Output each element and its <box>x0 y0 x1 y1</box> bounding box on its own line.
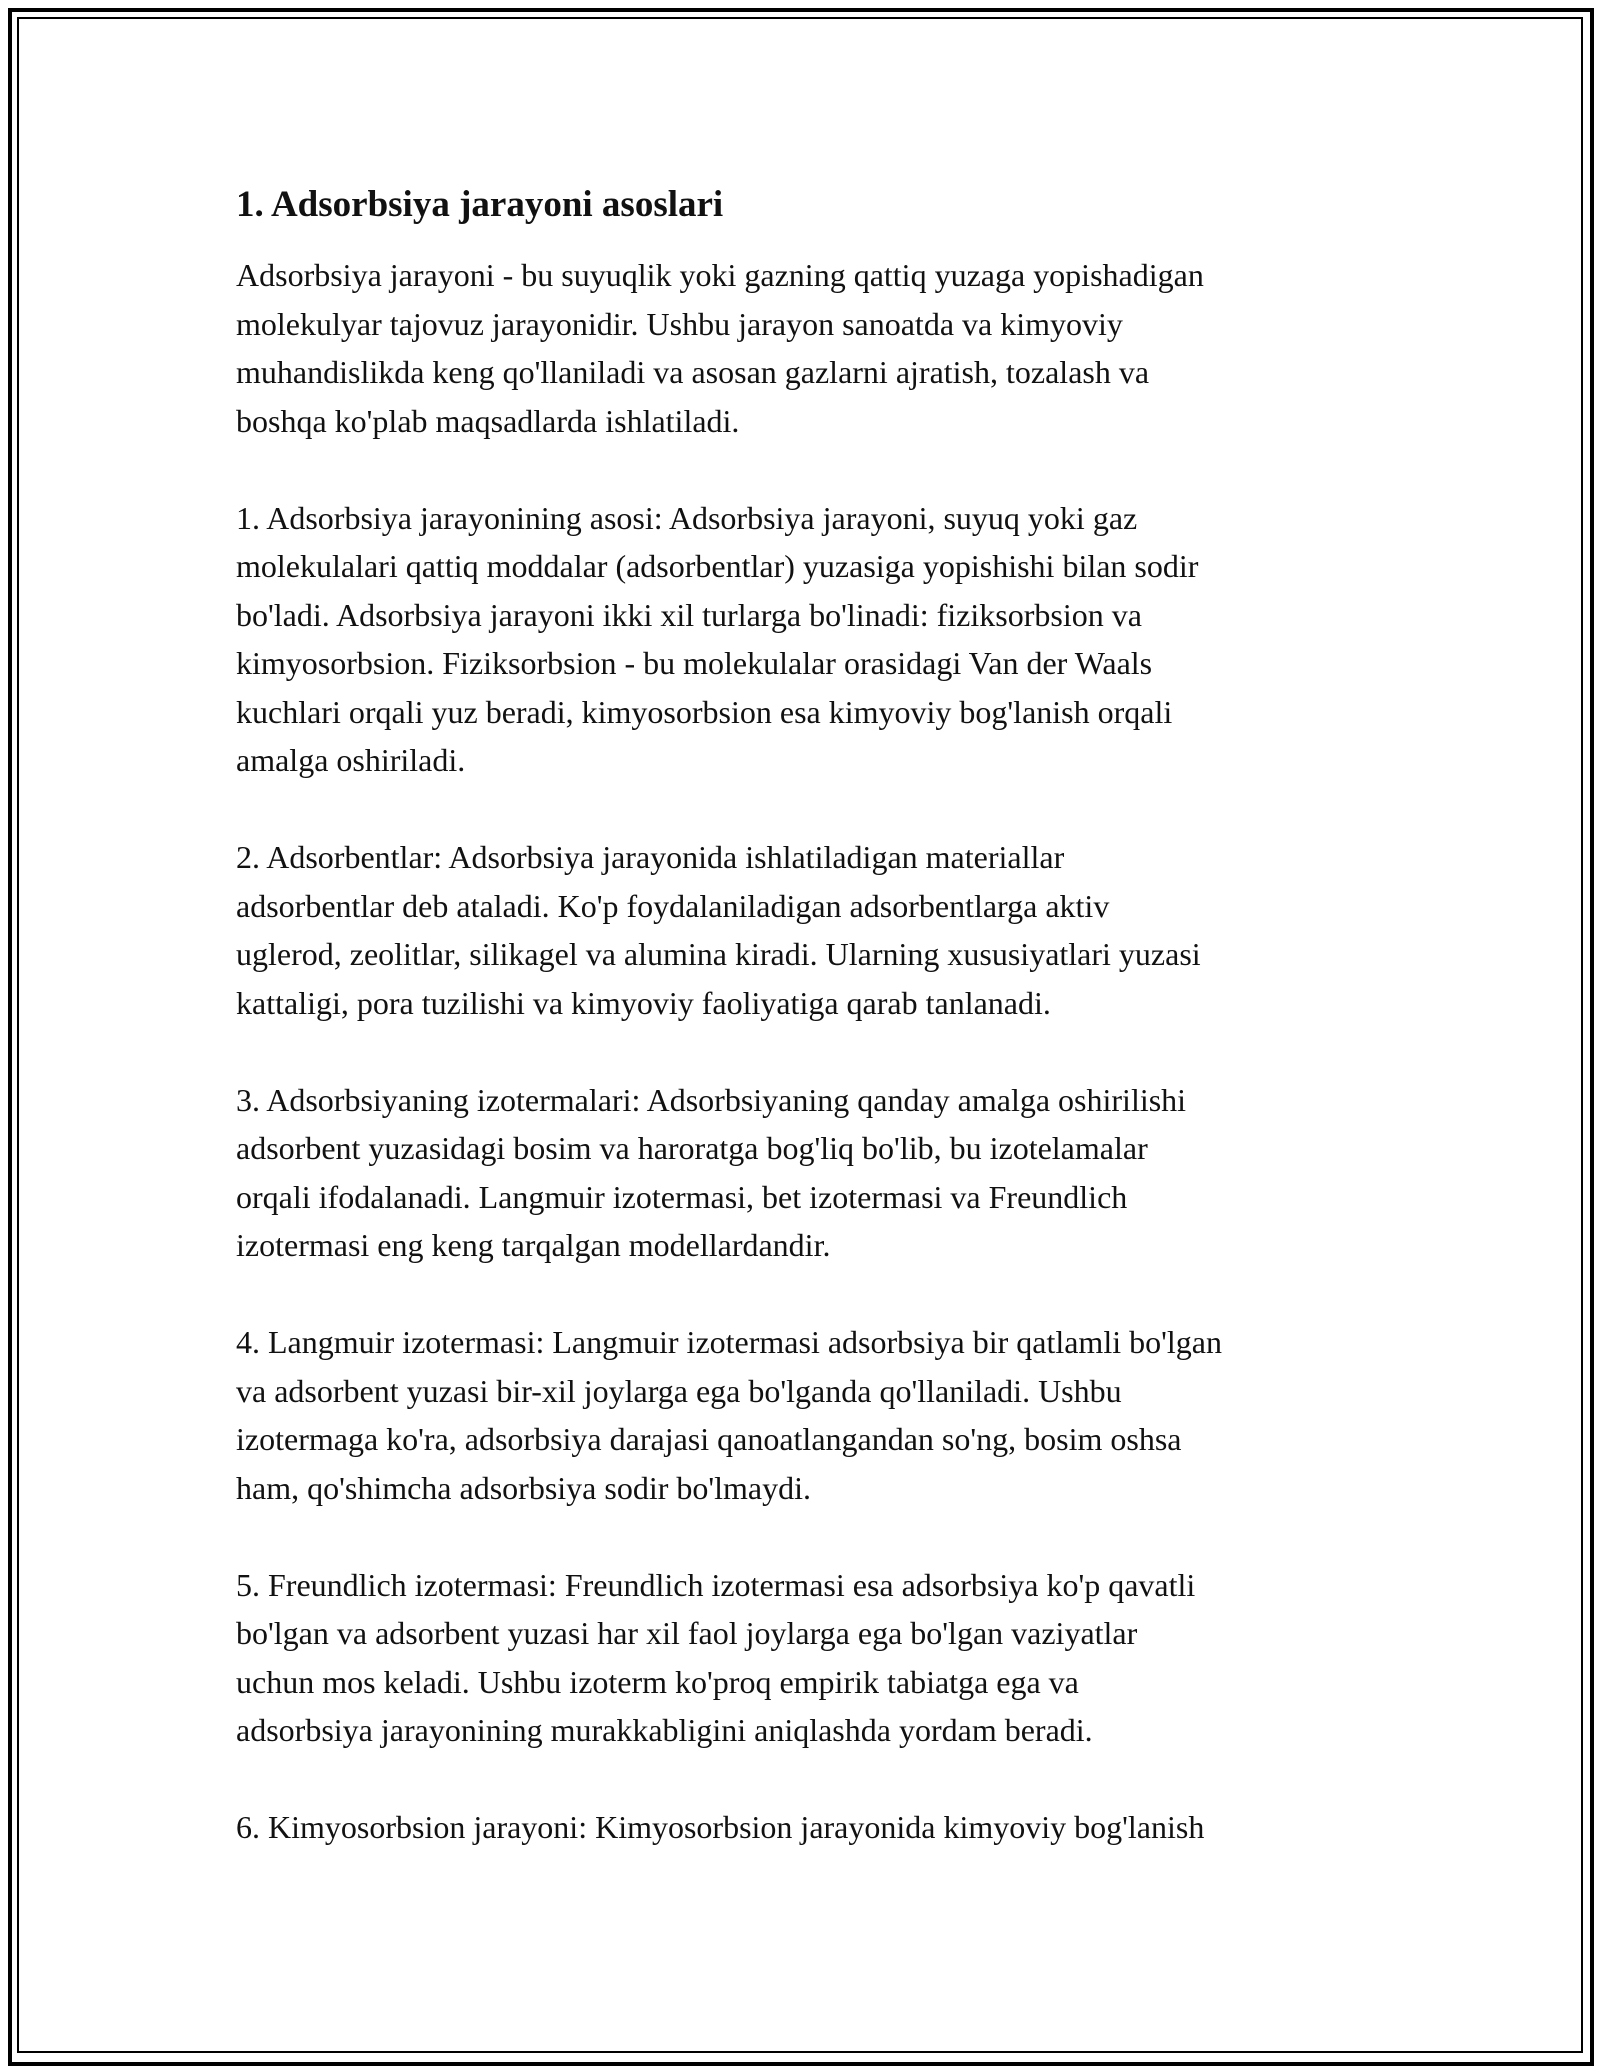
text-line: va adsorbent yuzasi bir-xil joylarga ega bo'lganda qo'llaniladi. Ushbu <box>236 1372 1122 1409</box>
text-line: kuchlari orqali yuz beradi, kimyosorbsion esa kimyoviy bog'lanish orqali <box>236 693 1173 730</box>
text-line: bo'lgan va adsorbent yuzasi har xil faol joylarga ega bo'lgan vaziyatlar <box>236 1615 1138 1651</box>
paragraph <box>236 1561 1376 1755</box>
text-line: muhandislikda keng qo'llaniladi va asosan gazlarni ajratish, tozalash va <box>236 354 1150 390</box>
paragraph <box>236 1318 1376 1512</box>
text-line: bo'ladi. Adsorbsiya jarayoni ikki xil turlarga bo'linadi: fiziksorbsion va <box>236 596 1142 633</box>
text-line: orqali ifodalanadi. Langmuir izotermasi, bet izotermasi va Freundlich <box>236 1178 1128 1215</box>
text-line: amalga oshiriladi. <box>236 742 466 778</box>
text-line: uchun mos keladi. Ushbu izoterm ko'proq empirik tabiatga ega va <box>236 1663 1079 1700</box>
document-title: 1. Adsorbsiya jarayoni asoslari <box>236 184 724 225</box>
paragraph <box>236 1803 1376 1852</box>
text-line: ham, qo'shimcha adsorbsiya sodir bo'lmaydi. <box>236 1469 811 1506</box>
text-line: 6. Kimyosorbsion jarayoni: Kimyosorbsion jarayonida kimyoviy bog'lanish <box>236 1809 1205 1845</box>
text-line: 1. Adsorbsiya jarayonining asosi: Adsorbsiya jarayoni, suyuq yoki gaz <box>236 499 1138 536</box>
text-line: molekulalari qattiq moddalar (adsorbentlar) yuzasiga yopishishi bilan sodir <box>236 548 1199 584</box>
text-line: molekulyar tajovuz jarayonidir. Ushbu jarayon sanoatda va kimyoviy <box>236 305 1123 342</box>
text-line: boshqa ko'plab maqsadlarda ishlatiladi. <box>236 402 740 439</box>
text-line: uglerod, zeolitlar, silikagel va alumina kiradi. Ularning xususiyatlari yuzasi <box>236 936 1201 972</box>
paragraph <box>236 1076 1376 1270</box>
text-line: 2. Adsorbentlar: Adsorbsiya jarayonida ishlatiladigan materiallar <box>236 839 1065 875</box>
text-line: kimyosorbsion. Fiziksorbsion - bu molekulalar orasidagi Van der Waals <box>236 645 1153 681</box>
paragraph <box>236 494 1376 785</box>
document-body <box>236 183 1376 1900</box>
text-line: adsorbentlar deb ataladi. Ko'p foydalaniladigan adsorbentlarga aktiv <box>236 887 1110 924</box>
text-line: Adsorbsiya jarayoni - bu suyuqlik yoki gazning qattiq yuzaga yopishadigan <box>236 257 1204 293</box>
text-line: kattaligi, pora tuzilishi va kimyoviy faoliyatiga qarab tanlanadi. <box>236 984 1051 1021</box>
paragraph-list <box>236 251 1376 1852</box>
text-line: 3. Adsorbsiyaning izotermalari: Adsorbsiyaning qanday amalga oshirilishi <box>236 1081 1187 1118</box>
text-line: 4. Langmuir izotermasi: Langmuir izotermasi adsorbsiya bir qatlamli bo'lgan <box>236 1324 1222 1360</box>
text-line: 5. Freundlich izotermasi: Freundlich izotermasi esa adsorbsiya ko'p qavatli <box>236 1566 1196 1603</box>
paragraph <box>236 251 1376 445</box>
text-line: izotermasi eng keng tarqalgan modellardandir. <box>236 1227 831 1263</box>
text-line: izotermaga ko'ra, adsorbsiya darajasi qanoatlangandan so'ng, bosim oshsa <box>236 1421 1182 1457</box>
text-line: adsorbsiya jarayonining murakkabligini aniqlashda yordam beradi. <box>236 1712 1093 1748</box>
paragraph <box>236 833 1376 1027</box>
text-line: adsorbent yuzasidagi bosim va haroratga bog'liq bo'lib, bu izotelamalar <box>236 1130 1148 1166</box>
